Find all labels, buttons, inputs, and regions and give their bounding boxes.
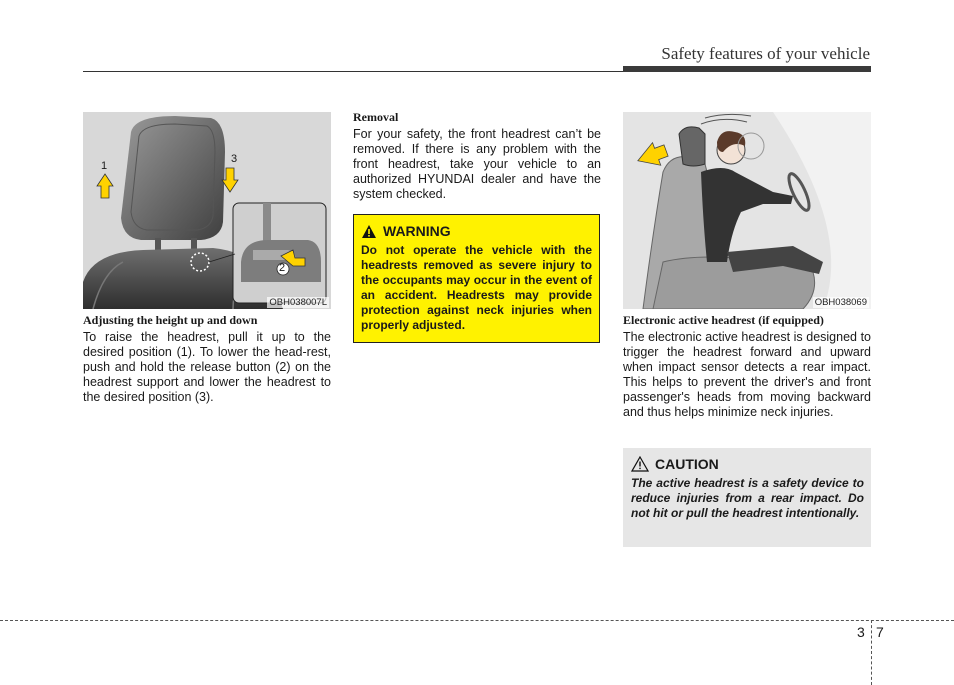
right-caption: Electronic active headrest (if equipped)	[623, 313, 824, 327]
warning-box	[353, 214, 600, 343]
middle-caption: Removal	[353, 110, 399, 124]
footer-rule	[0, 620, 954, 621]
left-body-text: To raise the headrest, pull it up to the desired position (1). To lower the head-rest, push and hold the release button (2) on the headrest support and lower the headrest to the desired position (3).	[83, 330, 331, 404]
active-headrest-figure	[623, 112, 871, 309]
warning-text: Do not operate the vehicle with the headrests removed as severe injury to the occupants may occur in the event of an accident. Headrests may provide protection against neck injuries when properly adjusted.	[361, 243, 592, 332]
page-number: 7	[876, 624, 884, 640]
header-rule-accent	[623, 66, 871, 72]
figure-label-3: 3	[231, 153, 238, 165]
middle-body-text: For your safety, the front headrest can’t be removed. If there is any problem with the front headrest, take your vehicle to an authorized HYUNDAI dealer and have the system checked.	[353, 127, 601, 201]
footer-divider	[871, 620, 872, 685]
caution-icon	[631, 456, 649, 472]
left-caption: Adjusting the height up and down	[83, 313, 258, 327]
caution-box	[623, 448, 871, 547]
caution-text: The active headrest is a safety device to reduce injuries from a rear impact. Do not hit or pull the headrest intentionally.	[631, 476, 864, 520]
figure-label-1: 1	[101, 160, 108, 172]
warning-title: WARNING	[383, 223, 451, 239]
page-header-title: Safety features of your vehicle	[661, 44, 870, 63]
caution-title: CAUTION	[655, 456, 719, 472]
figure-code: OBH038069	[814, 297, 867, 308]
figure-label-2: 2	[279, 262, 286, 274]
headrest-adjust-figure	[83, 112, 331, 309]
warning-icon	[361, 224, 377, 239]
active-headrest-illustration	[623, 112, 871, 309]
section-number: 3	[857, 624, 865, 640]
right-body-text: The electronic active headrest is designed to trigger the headrest forward and upward when impact sensor detects a rear impact. This helps to prevent the driver's and front passenger's heads from moving backward and thus helps minimize neck injuries.	[623, 330, 871, 419]
figure-code: OBH038007L	[269, 297, 327, 308]
headrest-illustration	[83, 112, 331, 309]
